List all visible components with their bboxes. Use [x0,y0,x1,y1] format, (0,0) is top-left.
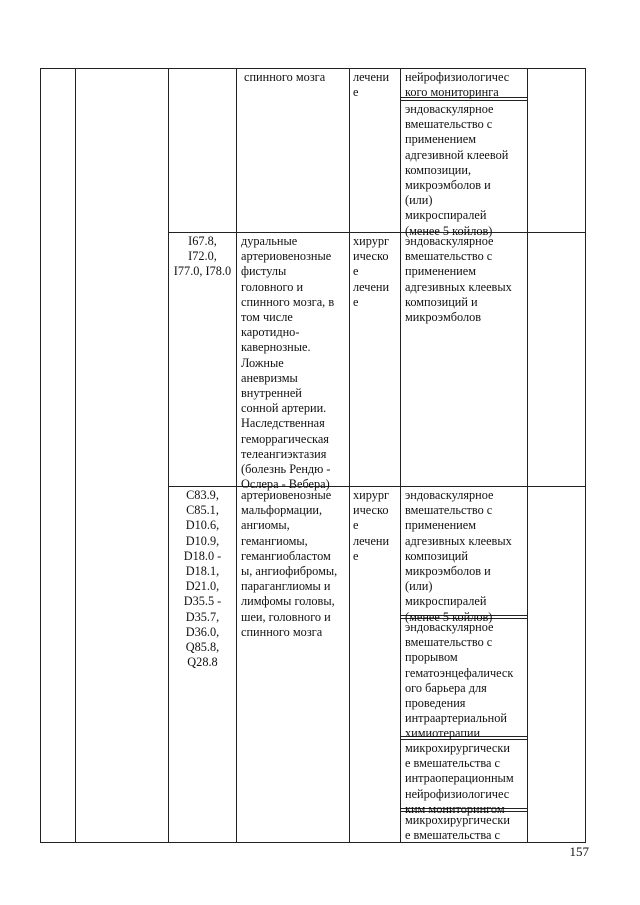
icd-codes-cell: I67.8, I72.0, I77.0, I78.0 [173,234,232,279]
treatment-cell: хирург ическо е лечени е [353,234,390,309]
column-divider-6 [527,68,528,843]
method-cell: нейрофизиологичес кого мониторинга [405,70,510,100]
method-cell: эндоваскулярное вмешательство с применением адгезивных клеевых композиций и микроэмболов [405,234,512,325]
method-cell: микрохирургически е вмешательства с [405,813,510,843]
method-cell: эндоваскулярное вмешательство с применением адгезивной клеевой композиции, микроэмболов и (или) микроспиралей (менее 5 койлов) [405,102,509,238]
method-cell: эндоваскулярное вмешательство с применением адгезивных клеевых композиций микроэмболов и (или) микроспиралей (менее 5 койлов) [405,488,512,624]
method-cell: эндоваскулярное вмешательство с прорывом гематоэнцефалическ ого барьера для проведения интраартериальной химиотерапии [405,620,514,741]
method-cell: микрохирургически е вмешательства с интраоперационным нейрофизиологичес ким мониторингом [405,741,514,816]
disease-cell: дуральные артериовенозные фистулы головного и спинного мозга, в том числе каротидно- кавернозные. Ложные аневризмы внутренней сонной артерии. Наследственная геморрагическая телеангиэктазия (болезнь Рендю - Ослера - Вебера) [241,234,335,492]
column-divider-2 [168,68,169,843]
treatment-cell: лечени е [353,70,390,100]
page-number: 157 [569,844,589,859]
treatment-cell: хирург ическо е лечени е [353,488,390,563]
icd-codes-cell: C83.9, C85.1, D10.6, D10.9, D18.0 - D18.1, D21.0, D35.5 - D35.7, D36.0, Q85.8, Q28.8 [183,488,222,670]
disease-cell: артериовенозные мальформации, ангиомы, гемангиомы, гемангиобластом ы, ангиофибромы, параганглиомы и лимфомы головы, шеи, головного и спинного мозга [241,488,338,639]
table-border-top [40,68,586,69]
disease-cell: спинного мозга [244,70,326,84]
row-divider-avm [168,486,586,487]
table-border-right [585,68,586,843]
column-divider-1 [75,68,76,843]
column-divider-4 [349,68,350,843]
column-divider-3 [236,68,237,843]
column-divider-5 [400,68,401,843]
table-border-left [40,68,41,843]
